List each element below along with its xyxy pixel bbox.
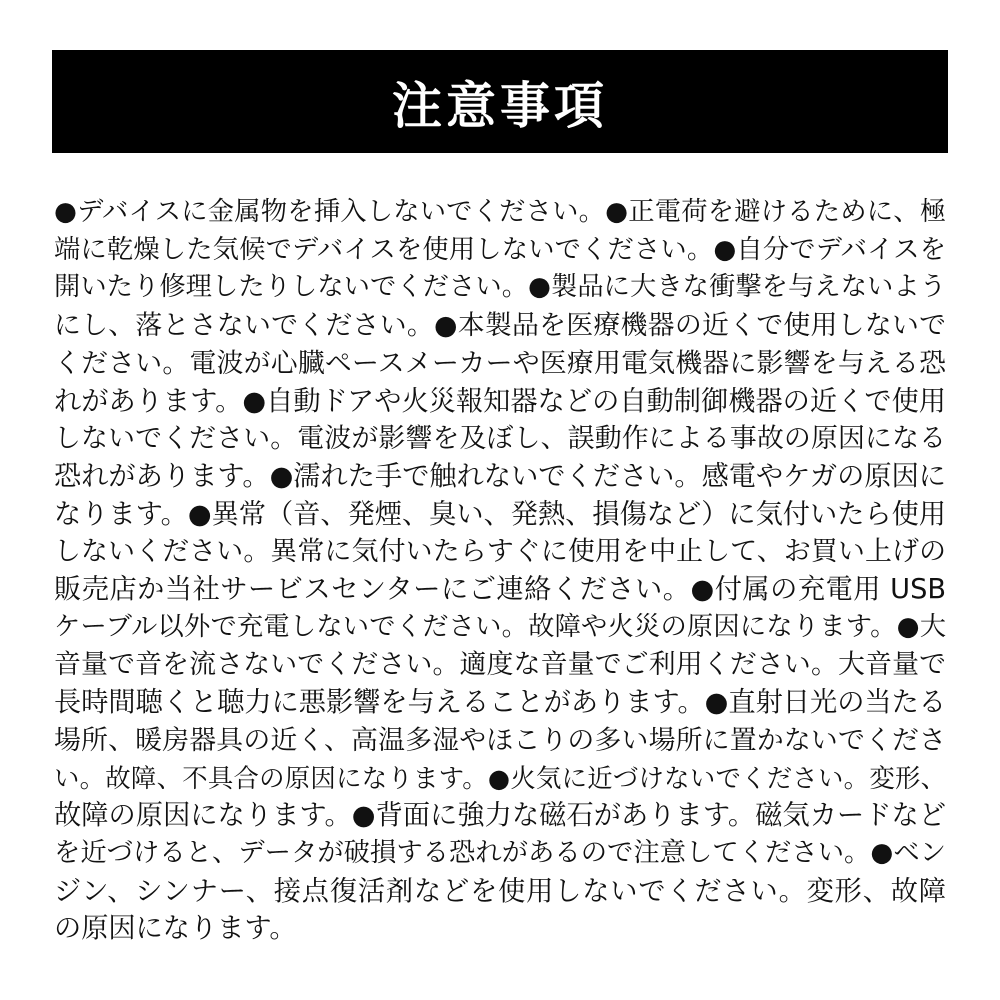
notice-line: ●デバイスに金属物を挿入しないでください。●正電荷を避けるために、極 xyxy=(54,197,946,227)
notice-line: を近づけると、データが破損する恐れがあるので注意してください。●ベン xyxy=(54,837,946,868)
notice-line: にし、落とさないでください。●本製品を医療機器の近くで使用しないで xyxy=(54,310,946,342)
page-title: 注意事項 xyxy=(392,76,608,135)
notice-line: の原因になります。 xyxy=(54,913,297,945)
notice-line: しないください。異常に気付いたらすぐに使用を中止して、お買い上げの xyxy=(54,536,946,568)
notice-line: ください。電波が心臓ペースメーカーや医療用電気機器に影響を与える恐 xyxy=(54,347,946,379)
notice-line: 端に乾燥した気候でデバイスを使用しないでください。●自分でデバイスを xyxy=(54,234,946,265)
notice-line: なります。●異常（音、発煙、臭い、発熱、損傷など）に気付いたら使用 xyxy=(54,498,946,530)
notice-line: 恐れがあります。●濡れた手で触れないでください。感電やケガの原因に xyxy=(54,460,946,492)
notice-line: 開いたり修理したりしないでください。●製品に大きな衝撃を与えないよう xyxy=(54,272,946,303)
notice-line: い。故障、不具合の原因になります。●火気に近づけないでください。変形、 xyxy=(54,762,946,793)
notice-line: 故障の原因になります。●背面に強力な磁石があります。磁気カードなど xyxy=(54,800,946,832)
notice-line: ジン、シンナー、接点復活剤などを使用しないでください。変形、故障 xyxy=(54,875,946,907)
notice-line: 音量で音を流さないでください。適度な音量でご利用ください。大音量で xyxy=(54,649,946,681)
notice-line: れがあります。●自動ドアや火災報知器などの自動制御機器の近くで使用 xyxy=(54,385,946,417)
notice-line: ケーブル以外で充電しないでください。故障や火災の原因になります。●大 xyxy=(54,611,946,642)
notice-line: 場所、暖房器具の近く、高温多湿やほこりの多い場所に置かないでくださ xyxy=(54,724,946,756)
notice-line: 長時間聴くと聴力に悪影響を与えることがあります。●直射日光の当たる xyxy=(54,687,946,719)
title-banner xyxy=(52,50,948,153)
notice-body xyxy=(54,194,946,948)
notice-line: 販売店か当社サービスセンターにご連絡ください。●付属の充電用 USB xyxy=(54,574,946,606)
notice-line: しないでください。電波が影響を及ぼし、誤動作による事故の原因になる xyxy=(54,423,946,455)
